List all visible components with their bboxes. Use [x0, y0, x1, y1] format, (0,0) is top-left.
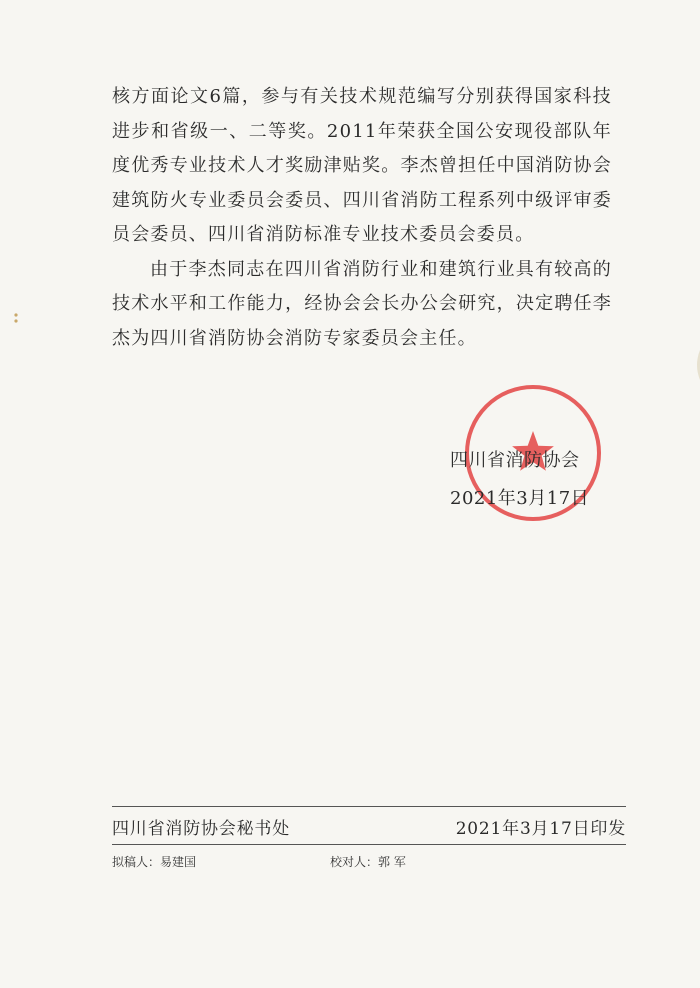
drafter-credit [112, 853, 196, 870]
footer-issuer: 四川省消防协会秘书处 [112, 819, 290, 839]
footer-bottom-rule [112, 844, 626, 845]
proofreader-label: 校对人： [330, 855, 379, 869]
proofreader-credit [330, 853, 406, 870]
drafter-label: 拟稿人： [112, 855, 161, 869]
footer-top-rule [112, 806, 626, 807]
signature-date: 2021年3月17日 [450, 488, 590, 509]
scan-speck [14, 308, 18, 318]
footer-issuer-row [112, 814, 626, 839]
signature-org: 四川省消防协会 [450, 450, 580, 471]
scan-edge-mark [690, 350, 700, 380]
body-paragraph-1: 核方面论文6篇，参与有关技术规范编写分别获得国家科技进步和省级一、二等奖。2011年荣获全国公安现役部队年度优秀专业技术人才奖励津贴奖。李杰曾担任中国消防协会建筑防火专业委员会委员、四川省消防工程系列中级评审委员会委员、四川省消防标准专业技术委员会委员。 [112, 86, 612, 245]
drafter-name: 易建国 [160, 855, 197, 869]
document-body [112, 80, 612, 356]
proofreader-name: 郭 军 [378, 855, 406, 869]
footer-print-date: 2021年3月17日印发 [455, 819, 626, 839]
body-paragraph-2: 由于李杰同志在四川省消防行业和建筑行业具有较高的技术水平和工作能力，经协会会长办公会研究，决定聘任李杰为四川省消防协会消防专家委员会主任。 [112, 258, 612, 349]
signature-block [450, 442, 610, 518]
